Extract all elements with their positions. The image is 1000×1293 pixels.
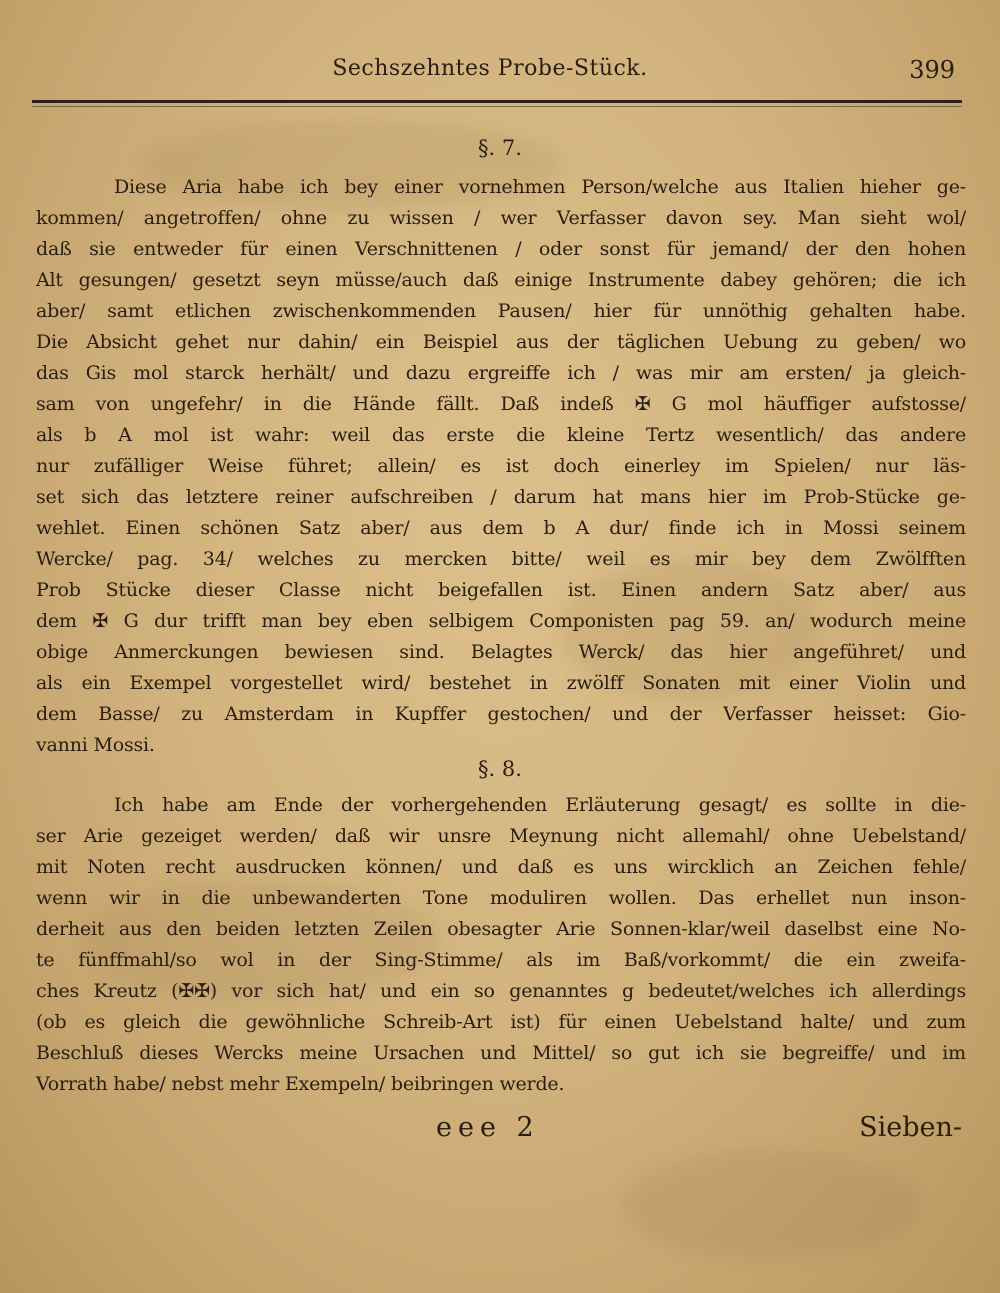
text-line: vanni Mossi. [36,734,155,756]
page-number: 399 [909,56,955,84]
text-line: aber/ samt etlichen zwischenkommenden Pausen/ hier für unnöthig gehalten habe. [36,300,966,322]
section-7-paragraph [36,172,966,761]
text-line: als b A mol ist wahr: weil das erste die kleine Tertz wesentlich/ das andere [36,424,966,446]
text-line: te fünffmahl/so wol in der Sing-Stimme/ als im Baß/vorkommt/ die ein zweifa- [36,949,966,971]
text-line: ser Arie gezeiget werden/ daß wir unsre Meynung nicht allemahl/ ohne Uebelstand/ [36,825,966,847]
text-line: das Gis mol starck herhält/ und dazu ergreiffe ich / was mir am ersten/ ja gleich- [36,362,966,384]
text-line: dem Basse/ zu Amsterdam in Kupffer gestochen/ und der Verfasser heisset: Gio- [36,703,966,725]
text-line: daß sie entweder für einen Verschnittenen / oder sonst für jemand/ der den hohen [36,238,966,260]
running-title: Sechszehntes Probe-Stück. [332,56,648,81]
text-line: nur zufälliger Weise führet; allein/ es ist doch einerley im Spielen/ nur läs- [36,455,966,477]
text-line: Beschluß dieses Wercks meine Ursachen und Mittel/ so gut ich sie begreiffe/ und im [36,1042,966,1064]
text-line: sam von ungefehr/ in die Hände fällt. Daß indeß ✠ G mol häuffiger aufstosse/ [36,393,966,415]
text-line: Die Absicht gehet nur dahin/ ein Beispiel aus der täglichen Uebung zu geben/ wo [36,331,966,353]
section-heading-8: §. 8. [478,757,522,781]
text-line: als ein Exempel vorgestellet wird/ bestehet in zwölff Sonaten mit einer Violin und [36,672,966,694]
text-line: Ich habe am Ende der vorhergehenden Erläuterung gesagt/ es sollte in die- [114,794,966,816]
signature-mark: eee 2 [436,1112,540,1143]
catchword: Sieben- [859,1112,962,1143]
header-rule-thin [32,106,962,107]
text-line: derheit aus den beiden letzten Zeilen obesagter Arie Sonnen-klar/weil daselbst eine No- [36,918,966,940]
text-line: mit Noten recht ausdrucken können/ und daß es uns wircklich an Zeichen fehle/ [36,856,966,878]
section-8-paragraph [36,790,966,1100]
text-line: kommen/ angetroffen/ ohne zu wissen / wer Verfasser davon sey. Man sieht wol/ [36,207,966,229]
section-heading-7: §. 7. [478,136,522,160]
paper-stain [620,1150,920,1260]
text-line: wenn wir in die unbewanderten Tone moduliren wollen. Das erhellet nun inson- [36,887,966,909]
header-rule [32,100,962,103]
text-line: Vorrath habe/ nebst mehr Exempeln/ beibringen werde. [36,1073,565,1095]
text-line: Wercke/ pag. 34/ welches zu mercken bitte/ weil es mir bey dem Zwölfften [36,548,966,570]
text-line: dem ✠ G dur trifft man bey eben selbigem Componisten pag 59. an/ wodurch meine [36,610,966,632]
text-line: Prob Stücke dieser Classe nicht beigefallen ist. Einen andern Satz aber/ aus [36,579,966,601]
text-line: Diese Aria habe ich bey einer vornehmen Person/welche aus Italien hieher ge- [114,176,966,198]
text-line: (ob es gleich die gewöhnliche Schreib-Art ist) für einen Uebelstand halte/ und zum [36,1011,966,1033]
text-line: ches Kreutz (✠✠) vor sich hat/ und ein so genanntes g bedeutet/welches ich allerdings [36,980,966,1002]
text-line: obige Anmerckungen bewiesen sind. Belagtes Werck/ das hier angeführet/ und [36,641,966,663]
text-line: wehlet. Einen schönen Satz aber/ aus dem b A dur/ finde ich in Mossi seinem [36,517,966,539]
text-line: set sich das letztere reiner aufschreiben / darum hat mans hier im Prob-Stücke ge- [36,486,966,508]
text-line: Alt gesungen/ gesetzt seyn müsse/auch daß einige Instrumente dabey gehören; die ich [36,269,966,291]
